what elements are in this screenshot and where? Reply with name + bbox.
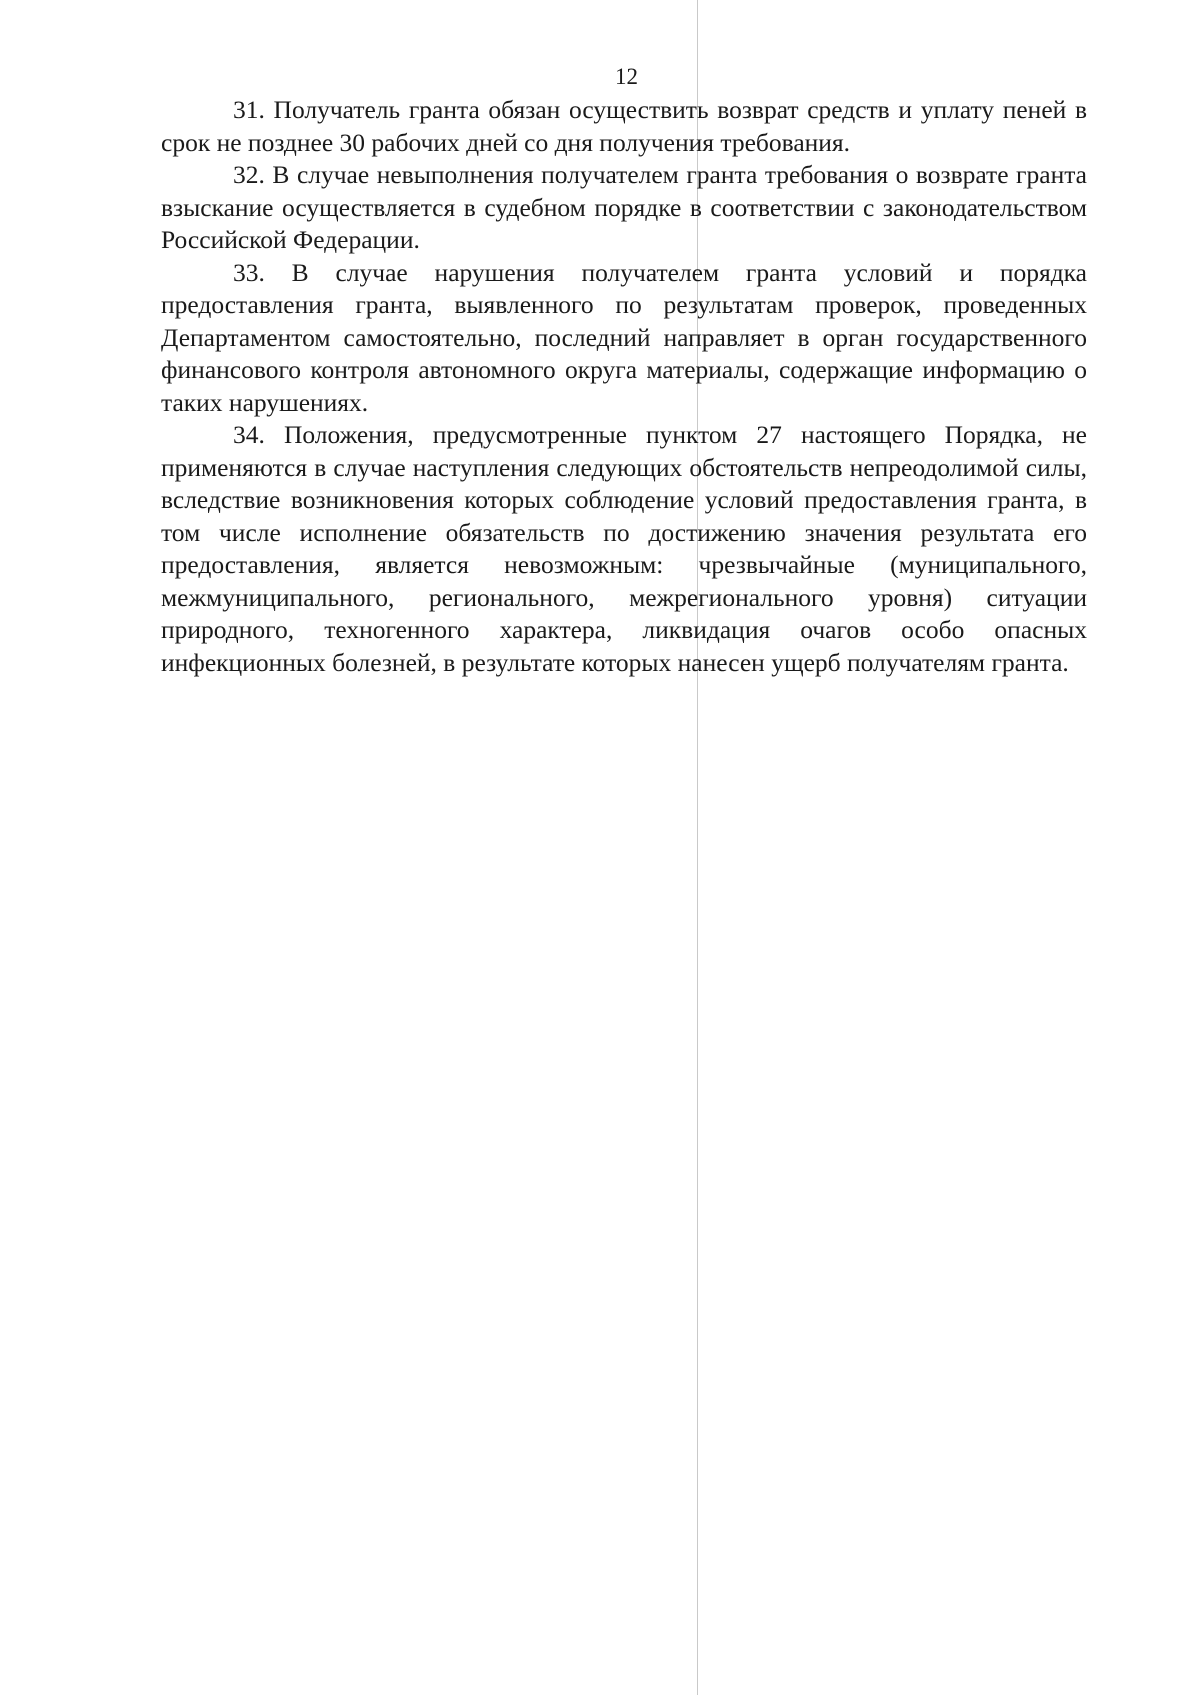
paragraph-32: 32. В случае невыполнения получателем гранта требования о возврате гранта взыскание осуществляется в судебном порядке в соответствии с законодательством Российской Федерации.: [161, 160, 1087, 254]
paragraph-34: 34. Положения, предусмотренные пунктом 27 настоящего Порядка, не применяются в случае наступления следующих обстоятельств непреодолимой силы, вследствие возникновения которых соблюдение условий предоставления гранта, в том числе исполнение обязательств по достижению значения результата его предоставления, является невозможным: чрезвычайные (муниципального, межмуниципального, регионального, межрегионального уровня) ситуации природного, техногенного характера, ликвидация очагов особо опасных инфекционных болезней, в результате которых нанесен ущерб получателям гранта.: [161, 420, 1087, 677]
paragraph-31: 31. Получатель гранта обязан осуществить возврат средств и уплату пеней в срок не позднее 30 рабочих дней со дня получения требования.: [161, 95, 1087, 157]
page-number: 12: [615, 64, 638, 89]
paragraph-33: 33. В случае нарушения получателем гранта условий и порядка предоставления гранта, выявленного по результатам проверок, проведенных Департаментом самостоятельно, последний направляет в орган государственного финансового контроля автономного округа материалы, содержащие информацию о таких нарушениях.: [161, 257, 1087, 417]
document-body: [161, 94, 1087, 679]
